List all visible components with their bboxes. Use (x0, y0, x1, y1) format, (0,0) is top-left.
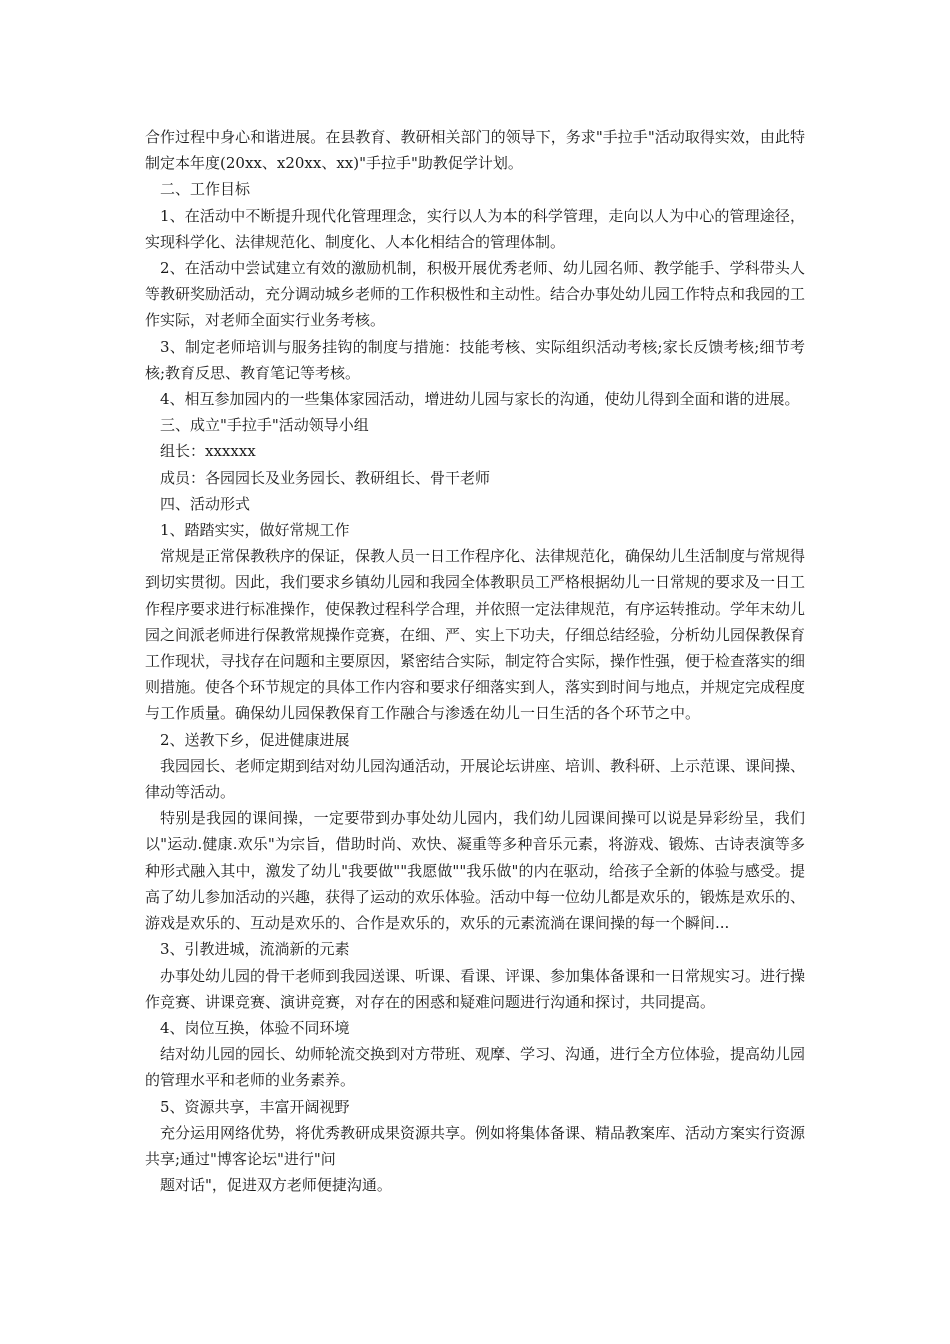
body-paragraph: 常规是正常保教秩序的保证，保教人员一日工作程序化、法律规范化，确保幼儿生活制度与常规得到切实贯彻。因此，我们要求乡镇幼儿园和我园全体教职员工严格根据幼儿一日常规的要求及一日工作程序要求进行标准操作，使保教过程科学合理，并依照一定法律规范，有序运转推动。学年末幼儿园之间派老师进行保教常规操作竞赛，在细、严、实上下功夫，仔细总结经验，分析幼儿园保教保育工作现状，寻找存在问题和主要原因，紧密结合实际，制定符合实际，操作性强，便于检查落实的细则措施。使各个环节规定的具体工作内容和要求仔细落实到人，落实到时间与地点，并规定完成程度与工作质量。确保幼儿园保教保育工作融合与渗透在幼儿一日生活的各个环节之中。 (145, 547, 806, 723)
body-paragraph: 合作过程中身心和谐进展。在县教育、教研相关部门的领导下，务求"手拉手"活动取得实效，由此特制定本年度(20xx、x20xx、xx)"手拉手"助教促学计划。 (145, 128, 805, 173)
body-paragraph: 特别是我园的课间操，一定要带到办事处幼儿园内，我们幼儿园课间操可以说是异彩纷呈，我们以"运动.健康.欢乐"为宗旨，借助时尚、欢快、凝重等多种音乐元素，将游戏、锻炼、古诗表演等多种形式融入其中，激发了幼儿"我要做""我愿做""我乐做"的内在驱动，给孩子全新的体验与感受。提高了幼儿参加活动的兴趣，获得了运动的欢乐体验。活动中每一位幼儿都是欢乐的，锻炼是欢乐的、游戏是欢乐的、互动是欢乐的、合作是欢乐的，欢乐的元素流淌在课间操的每一个瞬间... (145, 809, 806, 933)
body-paragraph: 2、在活动中尝试建立有效的激励机制，积极开展优秀老师、幼儿园名师、教学能手、学科带头人等教研奖励活动，充分调动城乡老师的工作积极性和主动性。结合办事处幼儿园工作特点和我园的工作实际，对老师全面实行业务考核。 (145, 259, 806, 330)
subheading-routine-work: 1、踏踏实实，做好常规工作 (160, 521, 350, 540)
body-paragraph: 结对幼儿园的园长、幼师轮流交换到对方带班、观摩、学习、沟通，进行全方位体验，提高幼儿园的管理水平和老师的业务素养。 (145, 1045, 806, 1090)
subheading-job-exchange: 4、岗位互换，体验不同环境 (160, 1018, 350, 1037)
subheading-bring-teaching: 3、引教进城，流淌新的元素 (160, 940, 350, 959)
body-paragraph: 我园园长、老师定期到结对幼儿园沟通活动，开展论坛讲座、培训、教科研、上示范课、课间操、律动等活动。 (145, 756, 806, 802)
document-page (145, 124, 805, 1198)
body-paragraph: 3、制定老师培训与服务挂钩的制度与措施：技能考核、实际组织活动考核;家长反馈考核;细节考核;教育反思、教育笔记等考核。 (145, 337, 805, 382)
section-heading-work-goals: 二、工作目标 (160, 180, 251, 199)
subheading-send-teaching: 2、送教下乡，促进健康进展 (160, 730, 350, 749)
body-paragraph: 1、在活动中不断提升现代化管理理念，实行以人为本的科学管理，走向以人为中心的管理途径，实现科学化、法律规范化、制度化、人本化相结合的管理体制。 (145, 206, 805, 251)
subheading-resource-sharing: 5、资源共享，丰富开阔视野 (160, 1097, 350, 1116)
body-paragraph: 题对话"，促进双方老师便捷沟通。 (160, 1176, 392, 1195)
section-heading-leadership-group: 三、成立"手拉手"活动领导小组 (160, 416, 369, 435)
body-paragraph: 办事处幼儿园的骨干老师到我园送课、听课、看课、评课、参加集体备课和一日常规实习。进行操作竞赛、讲课竞赛、演讲竞赛，对存在的困惑和疑难问题进行沟通和探讨，共同提高。 (145, 966, 806, 1011)
body-paragraph: 4、相互参加园内的一些集体家园活动，增进幼儿园与家长的沟通，使幼儿得到全面和谐的进展。 (160, 390, 800, 409)
body-paragraph: 充分运用网络优势，将优秀教研成果资源共享。例如将集体备课、精品教案库、活动方案实行资源共享;通过"博客论坛"进行"问 (145, 1123, 806, 1168)
section-heading-activity-forms: 四、活动形式 (160, 494, 251, 513)
group-members-line: 成员：各园园长及业务园长、教研组长、骨干老师 (160, 468, 491, 487)
group-leader-line: 组长：xxxxxx (160, 442, 256, 461)
